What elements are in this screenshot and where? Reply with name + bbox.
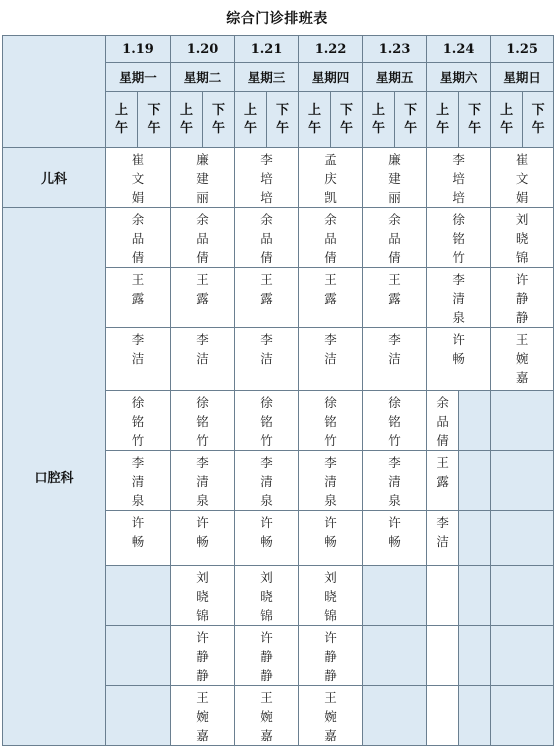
corner-cell bbox=[3, 36, 106, 148]
doctor-cell-text: 许畅 bbox=[388, 515, 401, 549]
doctor-cell bbox=[171, 208, 235, 268]
doctor-cell bbox=[427, 148, 491, 208]
doctor-cell-text: 余品倩 bbox=[324, 212, 337, 265]
doctor-cell bbox=[427, 328, 491, 391]
doctor-cell bbox=[106, 328, 171, 391]
doctor-cell bbox=[171, 328, 235, 391]
am-header bbox=[299, 92, 331, 148]
empty-slot bbox=[363, 626, 427, 686]
doctor-cell bbox=[363, 451, 427, 511]
doctor-cell bbox=[235, 686, 299, 746]
weekday-header: 星期三 bbox=[235, 63, 299, 92]
doctor-cell-text: 许静静 bbox=[515, 272, 529, 325]
doctor-cell-text: 刘晓锦 bbox=[515, 212, 529, 265]
pm-header bbox=[459, 92, 491, 148]
doctor-cell-text: 许静静 bbox=[324, 630, 337, 683]
doctor-cell bbox=[427, 268, 491, 328]
weekday-header: 星期一 bbox=[106, 63, 171, 92]
doctor-cell bbox=[491, 148, 554, 208]
doctor-cell bbox=[171, 511, 235, 566]
doctor-cell-am-text: 余品倩 bbox=[436, 395, 449, 448]
doctor-cell-text: 王露 bbox=[388, 272, 401, 306]
doctor-cell bbox=[299, 328, 363, 391]
doctor-cell-text: 李洁 bbox=[260, 332, 273, 366]
doctor-cell bbox=[171, 566, 235, 626]
doctor-cell-text: 李培培 bbox=[260, 152, 273, 205]
am-header-text: 上午 bbox=[372, 102, 386, 136]
doctor-cell bbox=[299, 626, 363, 686]
doctor-cell bbox=[363, 148, 427, 208]
date-header: 1.23 bbox=[363, 36, 427, 63]
doctor-cell bbox=[235, 511, 299, 566]
department-dental: 口腔科 bbox=[3, 208, 106, 746]
doctor-cell-text: 王婉嘉 bbox=[515, 332, 529, 385]
doctor-cell-text: 崔文娟 bbox=[131, 152, 145, 205]
pm-header bbox=[203, 92, 235, 148]
weekday-header: 星期四 bbox=[299, 63, 363, 92]
pm-header-text: 下午 bbox=[340, 102, 354, 136]
doctor-cell bbox=[491, 328, 554, 391]
pm-header bbox=[138, 92, 171, 148]
pm-header bbox=[523, 92, 554, 148]
doctor-cell-text: 王露 bbox=[324, 272, 337, 306]
doctor-cell-text: 许畅 bbox=[196, 515, 209, 549]
date-header: 1.25 bbox=[491, 36, 554, 63]
weekday-header: 星期六 bbox=[427, 63, 491, 92]
am-header-text: 上午 bbox=[500, 102, 514, 136]
doctor-cell-text: 李清泉 bbox=[260, 455, 273, 508]
doctor-cell bbox=[491, 208, 554, 268]
doctor-cell-text: 崔文娟 bbox=[515, 152, 529, 205]
doctor-cell-text: 许畅 bbox=[131, 515, 145, 549]
pm-header-text: 下午 bbox=[531, 102, 545, 136]
pediatrics-row bbox=[3, 148, 554, 208]
am-header bbox=[106, 92, 138, 148]
doctor-cell-text: 孟庆凯 bbox=[324, 152, 337, 205]
empty-slot-pm bbox=[459, 511, 491, 566]
doctor-cell bbox=[299, 566, 363, 626]
doctor-cell bbox=[363, 268, 427, 328]
doctor-cell-text: 许静静 bbox=[196, 630, 209, 683]
doctor-cell-text: 王露 bbox=[131, 272, 145, 306]
doctor-cell-text: 余品倩 bbox=[260, 212, 273, 265]
department-pediatrics: 儿科 bbox=[3, 148, 106, 208]
doctor-cell bbox=[171, 626, 235, 686]
doctor-cell-text: 王露 bbox=[196, 272, 209, 306]
am-header bbox=[235, 92, 267, 148]
doctor-cell-am bbox=[427, 511, 459, 566]
doctor-cell bbox=[363, 391, 427, 451]
doctor-cell-text: 徐铭竹 bbox=[131, 395, 145, 448]
pm-header-text: 下午 bbox=[468, 102, 482, 136]
doctor-cell bbox=[171, 686, 235, 746]
empty-slot bbox=[106, 626, 171, 686]
doctor-cell-am bbox=[427, 686, 459, 746]
doctor-cell bbox=[235, 148, 299, 208]
date-header: 1.22 bbox=[299, 36, 363, 63]
page-title: 综合门诊排班表 bbox=[226, 11, 328, 27]
am-header bbox=[491, 92, 523, 148]
empty-slot bbox=[491, 451, 554, 511]
doctor-cell bbox=[106, 391, 171, 451]
doctor-cell bbox=[106, 148, 171, 208]
doctor-cell bbox=[106, 208, 171, 268]
doctor-cell bbox=[299, 391, 363, 451]
doctor-cell-text: 徐铭竹 bbox=[452, 212, 465, 265]
doctor-cell-text: 李洁 bbox=[388, 332, 401, 366]
doctor-cell bbox=[299, 208, 363, 268]
doctor-cell-text: 许畅 bbox=[324, 515, 337, 549]
doctor-cell bbox=[171, 148, 235, 208]
doctor-cell-am-text: 李洁 bbox=[436, 515, 449, 549]
doctor-cell-text: 徐铭竹 bbox=[196, 395, 209, 448]
doctor-cell-text: 李洁 bbox=[324, 332, 337, 366]
empty-slot-pm bbox=[459, 686, 491, 746]
doctor-cell bbox=[363, 511, 427, 566]
weekday-header: 星期二 bbox=[171, 63, 235, 92]
empty-slot-pm bbox=[459, 391, 491, 451]
doctor-cell-am bbox=[427, 451, 459, 511]
doctor-cell-text: 廉建丽 bbox=[388, 152, 401, 205]
doctor-cell-text: 徐铭竹 bbox=[260, 395, 273, 448]
doctor-cell bbox=[363, 208, 427, 268]
pm-header bbox=[395, 92, 427, 148]
doctor-cell bbox=[106, 268, 171, 328]
doctor-cell bbox=[171, 451, 235, 511]
doctor-cell bbox=[235, 391, 299, 451]
am-header-text: 上午 bbox=[436, 102, 450, 136]
doctor-cell bbox=[235, 626, 299, 686]
doctor-cell bbox=[171, 268, 235, 328]
doctor-cell-text: 许畅 bbox=[452, 332, 465, 366]
dental-row bbox=[3, 208, 554, 268]
doctor-cell-text: 廉建丽 bbox=[196, 152, 209, 205]
pm-header bbox=[267, 92, 299, 148]
pm-header-text: 下午 bbox=[404, 102, 418, 136]
date-header: 1.21 bbox=[235, 36, 299, 63]
doctor-cell-text: 王婉嘉 bbox=[324, 690, 337, 743]
am-header-text: 上午 bbox=[244, 102, 258, 136]
doctor-cell bbox=[299, 451, 363, 511]
doctor-cell-text: 李清泉 bbox=[324, 455, 337, 508]
empty-slot bbox=[363, 566, 427, 626]
doctor-cell-text: 李培培 bbox=[452, 152, 465, 205]
doctor-cell-text: 李清泉 bbox=[388, 455, 401, 508]
doctor-cell bbox=[235, 328, 299, 391]
weekday-header: 星期日 bbox=[491, 63, 554, 92]
doctor-cell bbox=[299, 511, 363, 566]
doctor-cell bbox=[235, 208, 299, 268]
doctor-cell-text: 李洁 bbox=[196, 332, 209, 366]
pm-header-text: 下午 bbox=[212, 102, 226, 136]
am-header bbox=[427, 92, 459, 148]
doctor-cell-text: 李洁 bbox=[131, 332, 145, 366]
empty-slot bbox=[106, 686, 171, 746]
am-header-text: 上午 bbox=[114, 102, 128, 136]
date-header: 1.24 bbox=[427, 36, 491, 63]
doctor-cell-text: 刘晓锦 bbox=[260, 570, 273, 623]
doctor-cell-text: 许畅 bbox=[260, 515, 273, 549]
doctor-cell-text: 徐铭竹 bbox=[388, 395, 401, 448]
doctor-cell-text: 徐铭竹 bbox=[324, 395, 337, 448]
doctor-cell-text: 余品倩 bbox=[196, 212, 209, 265]
weekday-header: 星期五 bbox=[363, 63, 427, 92]
doctor-cell-text: 余品倩 bbox=[131, 212, 145, 265]
empty-slot-pm bbox=[459, 626, 491, 686]
doctor-cell-am bbox=[427, 626, 459, 686]
pm-header-text: 下午 bbox=[147, 102, 161, 136]
date-header: 1.19 bbox=[106, 36, 171, 63]
empty-slot bbox=[491, 566, 554, 626]
doctor-cell bbox=[235, 451, 299, 511]
empty-slot bbox=[491, 686, 554, 746]
doctor-cell-text: 李清泉 bbox=[452, 272, 465, 325]
am-header bbox=[363, 92, 395, 148]
empty-slot-pm bbox=[459, 566, 491, 626]
doctor-cell bbox=[427, 208, 491, 268]
pm-header bbox=[331, 92, 363, 148]
doctor-cell-am-text: 王露 bbox=[436, 455, 449, 489]
doctor-cell bbox=[491, 268, 554, 328]
doctor-cell-text: 余品倩 bbox=[388, 212, 401, 265]
empty-slot bbox=[491, 391, 554, 451]
doctor-cell bbox=[106, 451, 171, 511]
doctor-cell-text: 李清泉 bbox=[196, 455, 209, 508]
doctor-cell bbox=[299, 148, 363, 208]
empty-slot bbox=[363, 686, 427, 746]
pm-header-text: 下午 bbox=[276, 102, 290, 136]
doctor-cell-am bbox=[427, 391, 459, 451]
am-header-text: 上午 bbox=[308, 102, 322, 136]
doctor-cell bbox=[363, 328, 427, 391]
doctor-cell bbox=[299, 268, 363, 328]
doctor-cell bbox=[235, 268, 299, 328]
date-row bbox=[3, 36, 554, 63]
doctor-cell-text: 王婉嘉 bbox=[260, 690, 273, 743]
doctor-cell-text: 刘晓锦 bbox=[196, 570, 209, 623]
empty-slot bbox=[491, 511, 554, 566]
schedule-table bbox=[2, 35, 554, 746]
doctor-cell-text: 刘晓锦 bbox=[324, 570, 337, 623]
date-header: 1.20 bbox=[171, 36, 235, 63]
am-header-text: 上午 bbox=[180, 102, 194, 136]
doctor-cell-am bbox=[427, 566, 459, 626]
empty-slot bbox=[106, 566, 171, 626]
empty-slot-pm bbox=[459, 451, 491, 511]
doctor-cell-text: 王婉嘉 bbox=[196, 690, 209, 743]
doctor-cell-text: 王露 bbox=[260, 272, 273, 306]
am-header bbox=[171, 92, 203, 148]
empty-slot bbox=[491, 626, 554, 686]
doctor-cell-text: 许静静 bbox=[260, 630, 273, 683]
doctor-cell-text: 李清泉 bbox=[131, 455, 145, 508]
doctor-cell bbox=[235, 566, 299, 626]
doctor-cell bbox=[299, 686, 363, 746]
doctor-cell bbox=[106, 511, 171, 566]
doctor-cell bbox=[171, 391, 235, 451]
